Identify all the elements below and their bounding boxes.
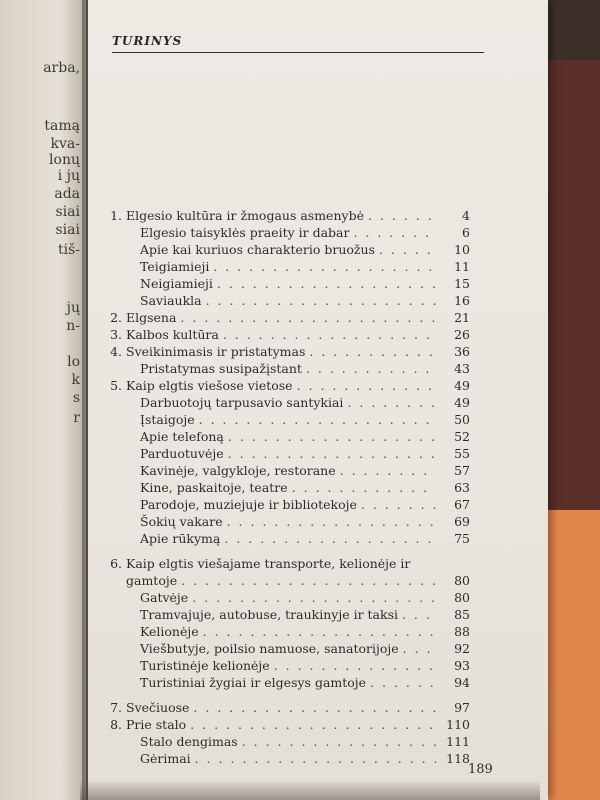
toc-entry-page: 57 [454,463,470,478]
toc-dot-leader [217,276,436,291]
toc-entry-page: 94 [454,675,470,690]
toc-dot-leader [180,310,436,325]
toc-entry [140,624,470,642]
toc-entry [140,293,470,311]
toc-entry [140,480,470,498]
toc-entry [140,658,470,676]
toc-entry-title: Apie telefoną [140,429,224,444]
toc-entry-title: Turistiniai žygiai ir elgesys gamtoje [140,675,367,690]
left-page-text-fragment: arba, [43,60,80,76]
toc-entry-page: 52 [454,429,470,444]
toc-entry-title: Kaip elgtis viešajame transporte, kelionėje ir [126,556,411,571]
toc-dot-leader [192,590,436,605]
toc-entry-page: 110 [446,717,470,732]
toc-entry-page: 67 [454,497,470,512]
toc-entry [140,514,470,532]
toc-entry-title: Apie kai kuriuos charakterio bruožus [140,242,375,257]
toc-entry [104,378,470,396]
toc-entry [140,395,470,413]
toc-dot-leader [379,242,436,257]
left-page-text-fragment: k [71,372,80,388]
toc-entry-page: 21 [454,310,470,325]
toc-entry-title: Kalbos kultūra [126,327,219,342]
toc-entry-title: Gatvėje [140,590,189,605]
toc-entry [140,259,470,277]
toc-dot-leader [274,658,436,673]
toc-entry-page: 11 [454,259,470,274]
toc-entry [140,531,470,549]
toc-entry-title: Darbuotojų tarpusavio santykiai [140,395,344,410]
toc-entry [140,361,470,379]
left-page-text-fragment: kva- [50,136,80,152]
toc-entry [140,590,470,608]
toc-entry [140,276,470,294]
left-page-text-fragment: tamą [44,118,80,134]
left-page-text-fragment: lonų [49,152,80,168]
page-number: 189 [468,762,493,777]
toc-entry-title: Turistinėje kelionėje [140,658,270,673]
bottom-shadow [80,780,540,800]
left-page-text-fragment: tiš- [57,242,80,258]
toc-entry-title: Sveikinimasis ir pristatymas [126,344,306,359]
toc-entry [140,751,470,769]
toc-entry [104,208,470,226]
toc-dot-leader [206,293,436,308]
toc-entry-title: Elgesio kultūra ir žmogaus asmenybė [126,208,364,223]
toc-dot-leader [370,675,436,690]
toc-dot-leader [361,497,436,512]
toc-entry [104,310,470,328]
left-page-text-fragment: r [73,410,80,426]
toc-entry [104,700,470,718]
toc-entry [140,734,470,752]
toc-entry-title: Kavinėje, valgykloje, restorane [140,463,336,478]
toc-entry [104,327,470,345]
toc-entry-number: 1. [110,208,122,223]
toc-entry [140,225,470,243]
toc-entry-title: Prie stalo [126,717,187,732]
toc-dot-leader [347,395,436,410]
toc-entry-page: 50 [454,412,470,427]
toc-dot-leader [213,259,436,274]
page-header: TURINYS [112,34,484,53]
toc-dot-leader [403,641,436,656]
toc-entry [104,556,470,574]
toc-entry [140,429,470,447]
toc-entry-title: Parduotuvėje [140,446,224,461]
toc-dot-leader [297,378,436,393]
toc-dot-leader [368,208,436,223]
toc-entry-title: Viešbutyje, poilsio namuose, sanatorijoje [140,641,399,656]
toc-entry-title: Įstaigoje [140,412,195,427]
toc-entry-page: 80 [454,573,470,588]
toc-entry [140,242,470,260]
left-page [0,0,86,800]
toc-entry-title: Kine, paskaitoje, teatre [140,480,288,495]
toc-dot-leader [199,412,436,427]
toc-entry-page: 26 [454,327,470,342]
toc-dot-leader [228,446,436,461]
toc-entry-title: Kelionėje [140,624,199,639]
toc-entry-page: 10 [454,242,470,257]
toc-entry-title: Pristatymas susipažįstant [140,361,302,376]
toc-entry-title: Saviauklа [140,293,202,308]
toc-entry-page: 6 [462,225,470,240]
toc-entry-page: 88 [454,624,470,639]
toc-entry-page: 85 [454,607,470,622]
toc-entry-page: 15 [454,276,470,291]
toc-dot-leader [181,573,436,588]
left-page-text-fragment: i jų [57,168,80,184]
toc-entry-page: 92 [454,641,470,656]
toc-entry-number: 6. [110,556,122,571]
toc-entry-title: Elgsena [126,310,177,325]
toc-entry-title: Apie rūkymą [140,531,221,546]
toc-dot-leader [227,514,436,529]
toc-entry [140,497,470,515]
toc-entry [140,641,470,659]
toc-entry-page: 75 [454,531,470,546]
toc-dot-leader [195,751,436,766]
toc-dot-leader [242,734,436,749]
toc-dot-leader [353,225,436,240]
toc-dot-leader [292,480,436,495]
toc-entry-page: 93 [454,658,470,673]
left-page-text-fragment: s [72,390,80,406]
toc-dot-leader [190,717,436,732]
toc-entry-number: 2. [110,310,122,325]
toc-entry-page: 55 [454,446,470,461]
left-page-text-fragment: n- [66,318,80,334]
toc-entry-page: 49 [454,395,470,410]
toc-entry [140,607,470,625]
book-page [88,0,548,800]
toc-entry-number: 3. [110,327,122,342]
toc-entry-title: Stalo dengimas [140,734,238,749]
toc-entry [140,675,470,693]
toc-entry-title: Tramvajuje, autobuse, traukinyje ir taksi [140,607,398,622]
toc-entry [104,344,470,362]
toc-entry-title: Kaip elgtis viešose vietose [126,378,293,393]
left-page-text-fragment: jų [66,300,80,316]
toc-entry-page: 69 [454,514,470,529]
toc-dot-leader [228,429,436,444]
left-page-text-fragment: lo [67,354,80,370]
toc-entry-title: Teigiamieji [140,259,210,274]
toc-entry-page: 49 [454,378,470,393]
toc-dot-leader [224,531,436,546]
toc-entry-page: 63 [454,480,470,495]
toc-entry-title: Gėrimai [140,751,191,766]
toc-dot-leader [402,607,436,622]
toc-entry-title: Šokių vakare [140,514,223,529]
toc-dot-leader [306,361,436,376]
toc-entry-number: 8. [110,717,122,732]
left-page-text-fragment: siai [55,204,80,220]
toc-entry [140,463,470,481]
left-page-text-fragment: siai [55,222,80,238]
toc-entry-page: 80 [454,590,470,605]
toc-entry [104,573,470,591]
toc-entry-page: 4 [462,208,470,223]
toc-entry-page: 111 [446,734,470,749]
toc-entry-title: gamtoje [126,573,178,588]
toc-entry-title: Neigiamieji [140,276,213,291]
toc-entry-title: Parodoje, muziejuje ir bibliotekoje [140,497,357,512]
toc-entry-page: 16 [454,293,470,308]
toc-entry [140,446,470,464]
toc-entry-page: 43 [454,361,470,376]
toc-entry-number: 4. [110,344,122,359]
toc-dot-leader [340,463,436,478]
toc-entry [104,717,470,735]
toc-entry-title: Svečiuose [126,700,190,715]
toc-entry-number: 5. [110,378,122,393]
toc-entry-number: 7. [110,700,122,715]
toc-entry-page: 118 [446,751,470,766]
toc-entry-page: 97 [454,700,470,715]
toc-dot-leader [203,624,436,639]
toc-entry-title: Elgesio taisyklės praeity ir dabar [140,225,350,240]
toc-dot-leader [309,344,436,359]
left-page-text-fragment: ada [54,186,80,202]
toc-dot-leader [193,700,436,715]
toc-entry-page: 36 [454,344,470,359]
toc-entry [140,412,470,430]
toc-dot-leader [223,327,436,342]
